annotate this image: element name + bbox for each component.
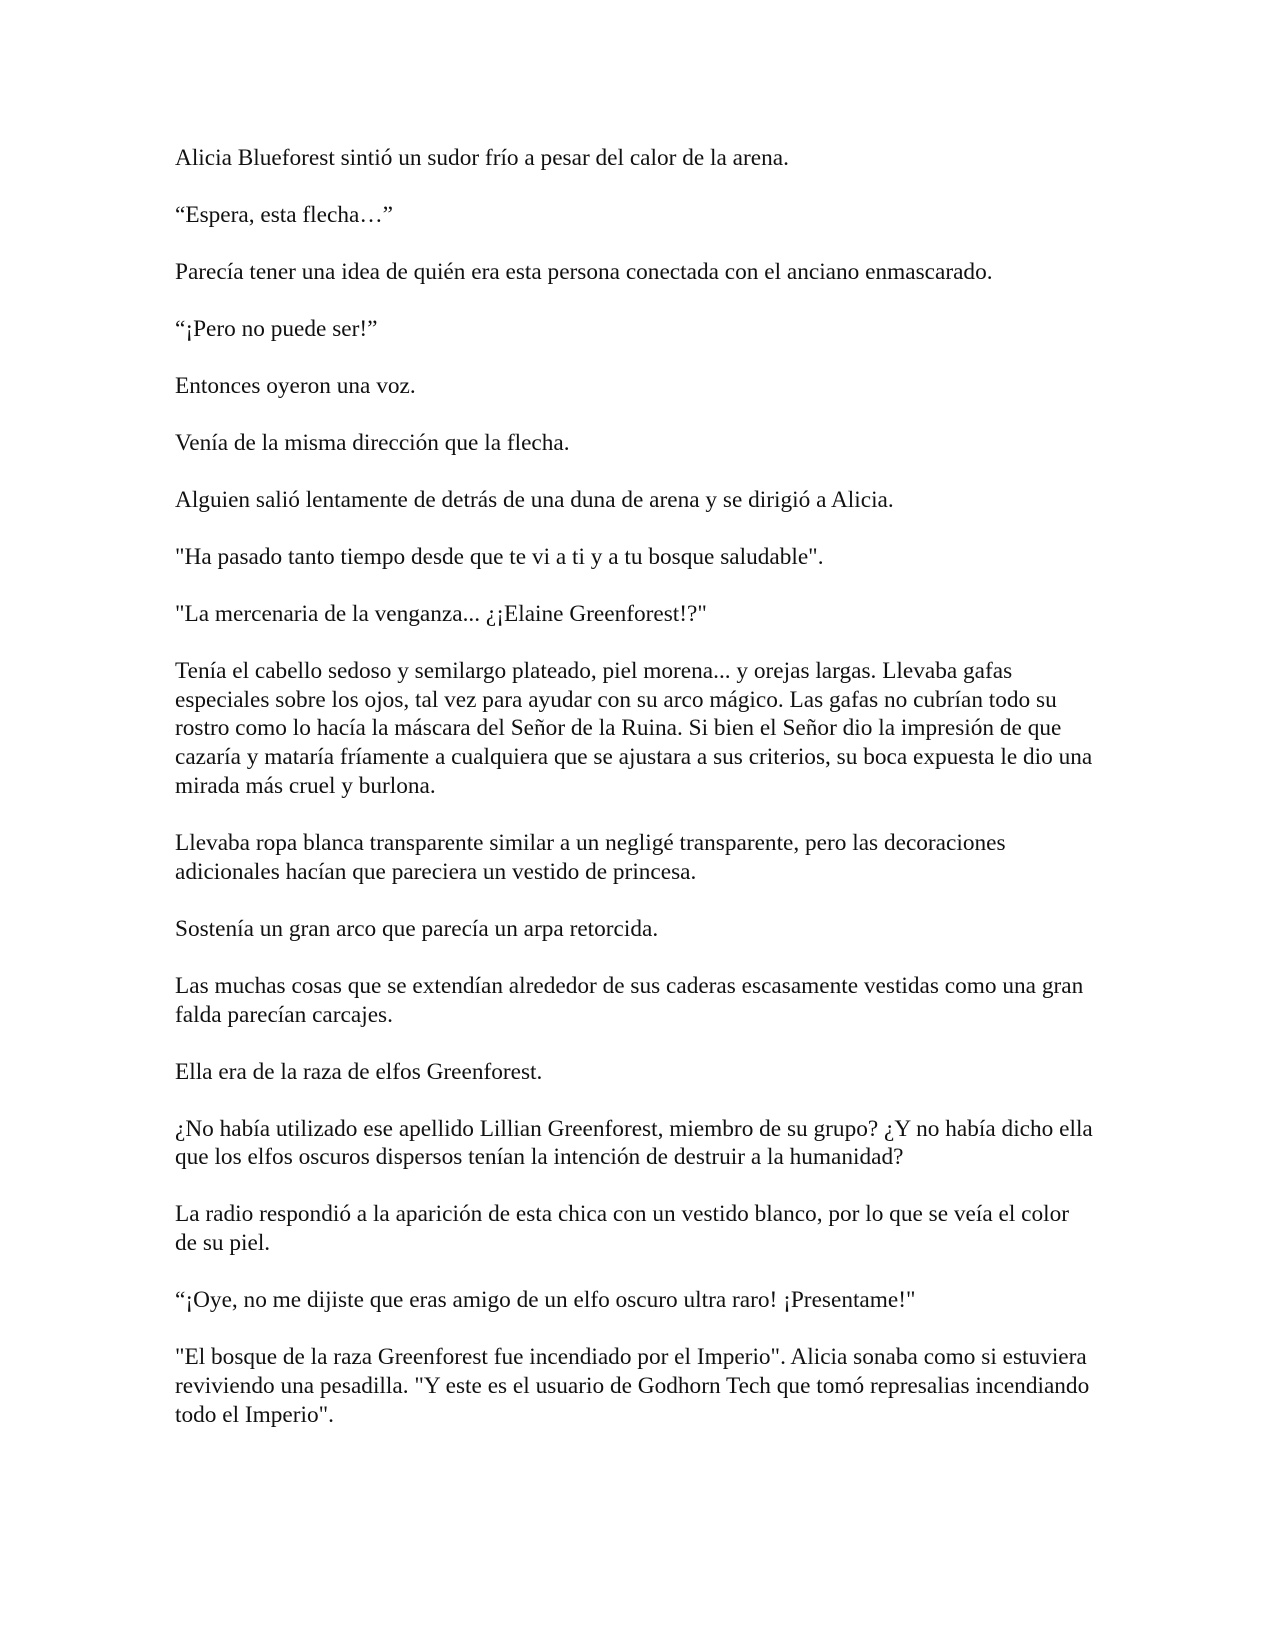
- paragraph: Entonces oyeron una voz.: [175, 372, 416, 399]
- paragraph: "Ha pasado tanto tiempo desde que te vi a ti y a tu bosque saludable".: [175, 543, 824, 570]
- paragraph: Alguien salió lentamente de detrás de una duna de arena y se dirigió a Alicia.: [175, 486, 894, 513]
- paragraph: Tenía el cabello sedoso y semilargo plateado, piel morena... y orejas largas. Llevaba gafas especiales sobre los ojos, tal vez para ayudar con su arco mágico. Las gafas no cubrían todo su rostro como lo hacía la máscara del Señor de la Ruina. Si bien el Señor dio la impresión de que cazaría y mataría fríamente a cualquiera que se ajustara a sus criterios, su boca expuesta le dio una mirada más cruel y burlona.: [175, 657, 1093, 800]
- paragraph: “¡Pero no puede ser!”: [175, 315, 378, 342]
- paragraph: Sostenía un gran arco que parecía un arpa retorcida.: [175, 915, 659, 942]
- paragraph: “Espera, esta flecha…”: [175, 201, 393, 228]
- paragraph: Parecía tener una idea de quién era esta persona conectada con el anciano enmascarado.: [175, 258, 993, 285]
- paragraph: ¿No había utilizado ese apellido Lillian Greenforest, miembro de su grupo? ¿Y no había dicho ella que los elfos oscuros dispersos tenían la intención de destruir a la humanidad?: [175, 1115, 1093, 1171]
- paragraph: Ella era de la raza de elfos Greenforest.: [175, 1058, 543, 1085]
- paragraph: "El bosque de la raza Greenforest fue incendiado por el Imperio". Alicia sonaba como si estuviera reviviendo una pesadilla. "Y este es el usuario de Godhorn Tech que tomó represalias incendiando todo el Imperio".: [175, 1344, 1090, 1428]
- paragraph: Llevaba ropa blanca transparente similar a un negligé transparente, pero las decoraciones adicionales hacían que pareciera un vestido de princesa.: [175, 830, 1006, 885]
- paragraph: La radio respondió a la aparición de esta chica con un vestido blanco, por lo que se veía el color de su piel.: [175, 1201, 1070, 1257]
- paragraph: Alicia Blueforest sintió un sudor frío a pesar del calor de la arena.: [175, 145, 789, 171]
- paragraph: "La mercenaria de la venganza... ¿¡Elaine Greenforest!?": [175, 600, 707, 627]
- paragraph: Venía de la misma dirección que la flecha.: [175, 429, 570, 456]
- document-body: [175, 144, 1095, 1458]
- paragraph: “¡Oye, no me dijiste que eras amigo de un elfo oscuro ultra raro! ¡Presentame!": [175, 1287, 916, 1314]
- paragraph: Las muchas cosas que se extendían alrededor de sus caderas escasamente vestidas como una gran falda parecían carcajes.: [175, 972, 1084, 1028]
